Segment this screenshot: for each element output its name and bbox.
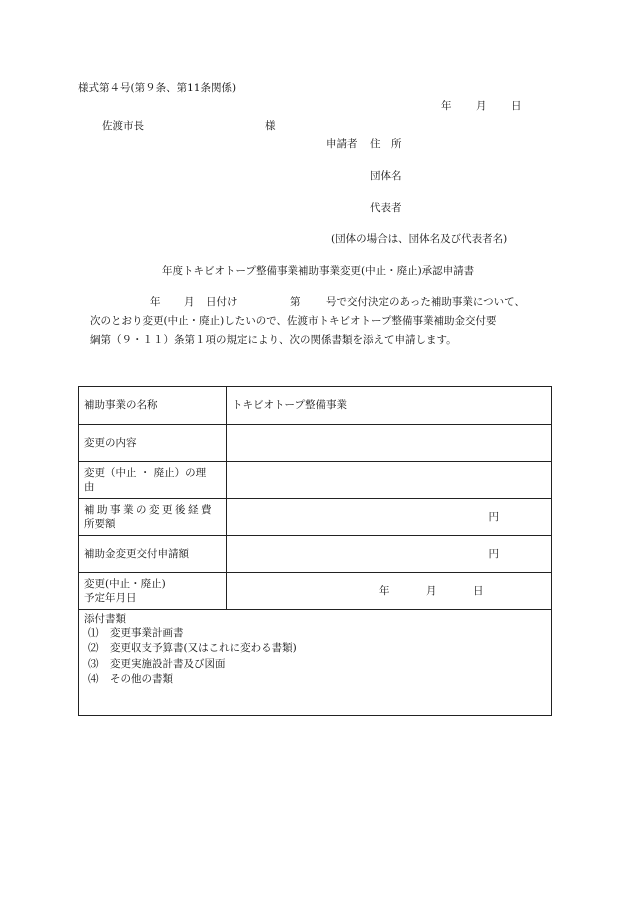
attachment-item <box>84 657 546 672</box>
date-day: 日 <box>511 100 522 112</box>
row-schedule <box>79 573 552 610</box>
body-day: 日付け <box>206 296 238 308</box>
schedule-label-line2: 予定年月日 <box>84 592 137 604</box>
body-line1-rest: 号で交付決定のあった補助事業について、 <box>326 296 525 308</box>
row-attachments <box>79 610 552 716</box>
attachment-text: 変更収支予算書(又はこれに変わる書類) <box>110 642 297 655</box>
schedule-day: 日 <box>473 584 484 597</box>
body-month: 月 <box>184 296 195 308</box>
attachments-title: 添付書類 <box>84 613 126 625</box>
reason-label-line2: 由 <box>84 481 95 493</box>
grant-label: 補助金変更交付申請額 <box>79 536 227 573</box>
attachment-text: 変更事業計画書 <box>110 627 184 640</box>
cost-unit: 円 <box>488 510 499 523</box>
body-line3: 綱第（９・１１）条第１項の規定により、次の関係書類を添えて申請します。 <box>90 334 457 346</box>
reason-label <box>79 462 227 499</box>
grant-unit: 円 <box>488 547 499 560</box>
schedule-label-line1: 変更(中止・廃止) <box>84 577 166 590</box>
addressee-name: 佐渡市長 <box>102 120 144 132</box>
cost-label <box>79 499 227 536</box>
cost-label-line2: 所要額 <box>84 518 116 530</box>
project-name-value: トキビオトープ整備事業 <box>227 387 552 425</box>
attachment-item <box>84 641 546 656</box>
document-title: 年度トキビオトープ整備事業補助事業変更(中止・廃止)承認申請書 <box>162 265 475 277</box>
attachment-item <box>84 672 546 687</box>
attachment-num: ⑷ <box>88 672 99 685</box>
attachments-cell <box>79 610 552 716</box>
project-name-label: 補助事業の名称 <box>79 387 227 425</box>
reason-label-line1: 変更（中止 ・ 廃止）の理 <box>84 466 207 479</box>
grant-value[interactable] <box>227 536 552 573</box>
schedule-value[interactable] <box>227 573 552 610</box>
attachment-num: ⑵ <box>88 642 99 655</box>
row-change-content <box>79 425 552 462</box>
applicant-note: (団体の場合は、団体名及び代表者名) <box>331 233 508 245</box>
body-year: 年 <box>150 296 161 308</box>
attachment-text: 変更実施設計書及び図面 <box>110 657 226 670</box>
cost-label-line1: 補助事業の変更後経費 <box>84 503 214 516</box>
change-content-value[interactable] <box>227 425 552 462</box>
row-project-name <box>79 387 552 425</box>
form-number: 様式第４号(第９条、第11条関係) <box>78 82 237 94</box>
change-content-label: 変更の内容 <box>79 425 227 462</box>
attachment-num: ⑶ <box>88 657 99 670</box>
applicant-label: 申請者 <box>326 138 358 150</box>
attachment-text: その他の書類 <box>110 672 173 685</box>
reason-value[interactable] <box>227 462 552 499</box>
row-reason <box>79 462 552 499</box>
attachment-item <box>84 626 546 641</box>
row-cost <box>79 499 552 536</box>
applicant-address-label: 住 所 <box>370 138 402 150</box>
date-year: 年 <box>441 100 452 112</box>
schedule-month: 月 <box>426 584 437 597</box>
attachment-num: ⑴ <box>88 627 99 640</box>
schedule-year: 年 <box>379 584 390 597</box>
schedule-label <box>79 573 227 610</box>
body-line2: 次のとおり変更(中止・廃止)したいので、佐渡市トキビオトープ整備事業補助金交付要 <box>90 315 497 327</box>
applicant-organization-label: 団体名 <box>370 170 402 182</box>
application-table <box>78 386 552 716</box>
row-grant <box>79 536 552 573</box>
addressee-honorific: 様 <box>265 120 276 132</box>
body-number: 第 <box>290 296 301 308</box>
cost-value[interactable] <box>227 499 552 536</box>
applicant-representative-label: 代表者 <box>370 202 402 214</box>
date-month: 月 <box>476 100 487 112</box>
